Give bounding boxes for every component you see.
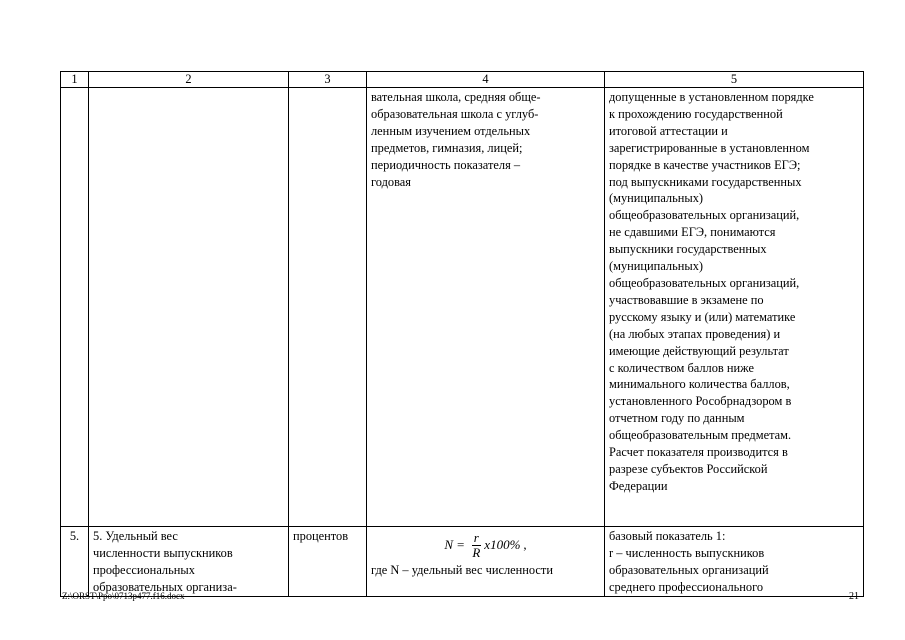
text-line: установленного Рособрнадзором в [609, 394, 792, 409]
text-line: (на любых этапах проведения) и [609, 326, 781, 341]
text-line: к прохождению государственной [609, 106, 783, 121]
text-line: зарегистрированные в установленном [609, 140, 810, 155]
cell-method [367, 88, 605, 527]
cell-method [367, 527, 605, 597]
formula-denominator: R [472, 544, 481, 560]
text-line: периодичность показателя – [371, 157, 521, 172]
cell-unit [289, 88, 367, 527]
formula-fraction [470, 531, 482, 560]
column-number: 5 [605, 72, 864, 88]
cell-description [605, 527, 864, 597]
column-number-row [61, 72, 864, 88]
table-row-5 [61, 527, 864, 597]
text-line: участвовавшие в экзамене по [609, 292, 764, 307]
text-line: образовательных организаций [609, 562, 769, 577]
text-line: базовый показатель 1: [609, 529, 726, 543]
column-number: 4 [367, 72, 605, 88]
text-line: численности выпускников [93, 545, 233, 560]
text-line: r – численность выпускников [609, 545, 765, 560]
formula-comma: , [523, 536, 527, 552]
column-number: 1 [61, 72, 89, 88]
text-line: вательная школа, средняя обще- [371, 90, 541, 104]
cell-unit: процентов [289, 527, 367, 597]
text-line: с количеством баллов ниже [609, 360, 755, 375]
formula-multiplier: x100% [484, 536, 521, 552]
text-line: русскому языку и (или) математике [609, 309, 796, 324]
cell-name [89, 88, 289, 527]
text-line: 5. Удельный вес [93, 529, 178, 543]
text-line: среднего профессионального [609, 579, 764, 594]
cell-number: 5. [61, 527, 89, 597]
text-line: не сдавшими ЕГЭ, понимаются [609, 225, 776, 240]
cell-description [605, 88, 864, 527]
text-line: общеобразовательным предметам. [609, 428, 792, 443]
column-number: 3 [289, 72, 367, 88]
text-line: минимального количества баллов, [609, 377, 790, 392]
cell-number [61, 88, 89, 527]
text-line: допущенные в установленном порядке [609, 90, 814, 104]
text-line: (муниципальных) [609, 259, 704, 274]
table-row-continued [61, 88, 864, 527]
text-line: годовая [371, 174, 411, 189]
formula-numerator: r [473, 529, 479, 545]
indicator-table [60, 71, 864, 597]
column-number: 2 [89, 72, 289, 88]
formula [371, 528, 600, 562]
text-line: Федерации [609, 478, 668, 493]
text-line: предметов, гимназия, лицей; [371, 140, 523, 155]
text-line: итоговой аттестации и [609, 123, 728, 138]
text-line: ленным изучением отдельных [371, 123, 531, 138]
text-line: порядке в качестве участников ЕГЭ; [609, 157, 801, 172]
text-line: (муниципальных) [609, 191, 704, 206]
text-line: образовательная школа с углуб- [371, 106, 539, 121]
text-line: выпускники государственных [609, 242, 767, 257]
text-line: имеющие действующий результат [609, 343, 789, 358]
footer-file-path: Z:\ORST\Ppo\0713p477.f16.docx [62, 591, 185, 601]
text-line: профессиональных [93, 562, 195, 577]
cell-name [89, 527, 289, 597]
text-line: разрезе субъектов Российской [609, 461, 768, 476]
formula-lhs: N [444, 536, 453, 552]
text-line: отчетном году по данным [609, 411, 745, 426]
text-line: где N – удельный вес численности [371, 563, 553, 577]
text-line: Расчет показателя производится в [609, 445, 788, 460]
text-line: общеобразовательных организаций, [609, 208, 800, 223]
text-line: общеобразовательных организаций, [609, 275, 800, 290]
formula-equals: = [457, 536, 465, 552]
text-line: под выпускниками государственных [609, 174, 802, 189]
page-number: 21 [849, 591, 859, 602]
text-line: образовательных организа- [93, 579, 237, 594]
